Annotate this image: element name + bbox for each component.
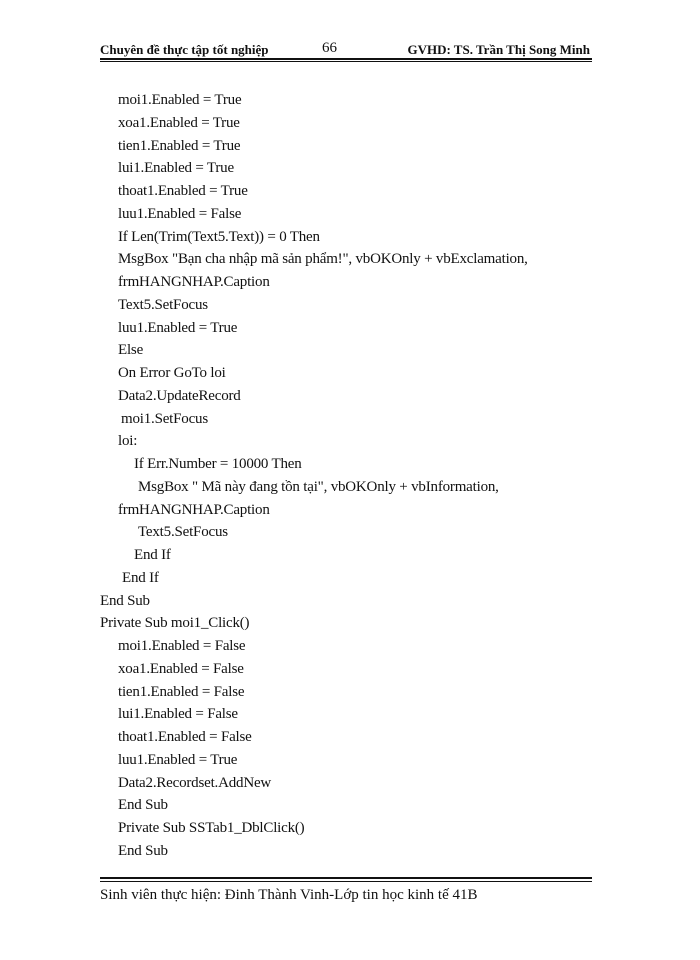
code-line: End Sub [100, 592, 150, 609]
code-line: Data2.UpdateRecord [118, 387, 241, 404]
code-line: If Len(Trim(Text5.Text)) = 0 Then [118, 228, 320, 245]
footer-rule-thick [100, 877, 592, 879]
code-line: luu1.Enabled = True [118, 751, 238, 768]
code-line: If Err.Number = 10000 Then [134, 456, 302, 472]
code-line: End If [122, 569, 159, 586]
code-line: Data2.Recordset.AddNew [118, 774, 272, 791]
code-line: End If [134, 547, 171, 563]
code-line: MsgBox "Bạn cha nhập mã sản phẩm!", vbOKOnly + vbExclamation, [118, 251, 528, 268]
page-number: 66 [322, 40, 337, 56]
footer-rule-thin [100, 881, 592, 882]
code-line: moi1.SetFocus [121, 410, 208, 427]
header-rule-thin [100, 61, 592, 62]
code-line: tien1.Enabled = True [118, 137, 241, 154]
page-header [100, 40, 590, 60]
code-line: moi1.Enabled = True [118, 92, 242, 108]
code-line: frmHANGNHAP.Caption [118, 274, 270, 290]
code-line: tien1.Enabled = False [118, 683, 245, 700]
code-line: luu1.Enabled = True [118, 319, 238, 336]
code-line: Private Sub SSTab1_DblClick() [118, 820, 305, 836]
code-line: luu1.Enabled = False [118, 205, 242, 222]
code-line: thoat1.Enabled = False [118, 729, 252, 745]
code-line: xoa1.Enabled = False [118, 660, 244, 677]
header-rule-thick [100, 58, 592, 60]
code-line: lui1.Enabled = True [118, 160, 234, 177]
code-line: Text5.SetFocus [138, 524, 228, 541]
code-line: thoat1.Enabled = True [118, 183, 248, 199]
code-line: Private Sub moi1_Click() [100, 615, 250, 632]
code-line: Else [118, 342, 144, 359]
code-line: On Error GoTo loi [118, 365, 226, 381]
code-line: frmHANGNHAP.Caption [118, 501, 270, 518]
code-line: moi1.Enabled = False [118, 638, 246, 654]
code-line: Text5.SetFocus [118, 296, 208, 313]
header-thesis-title: Chuyên đề thực tập tốt nghiệp [100, 42, 269, 57]
code-line: lui1.Enabled = False [118, 706, 238, 723]
code-line: loi: [118, 433, 138, 450]
code-line: End Sub [118, 842, 168, 859]
page-footer: Sinh viên thực hiện: Đinh Thành Vinh-Lớp tin học kinh tế 41B [100, 887, 478, 903]
code-line: MsgBox " Mã này đang tồn tại", vbOKOnly + vbInformation, [138, 478, 499, 495]
code-line: xoa1.Enabled = True [118, 114, 240, 131]
code-listing [100, 89, 600, 863]
code-line: End Sub [118, 797, 168, 814]
header-advisor: GVHD: TS. Trần Thị Song Minh [407, 42, 590, 57]
